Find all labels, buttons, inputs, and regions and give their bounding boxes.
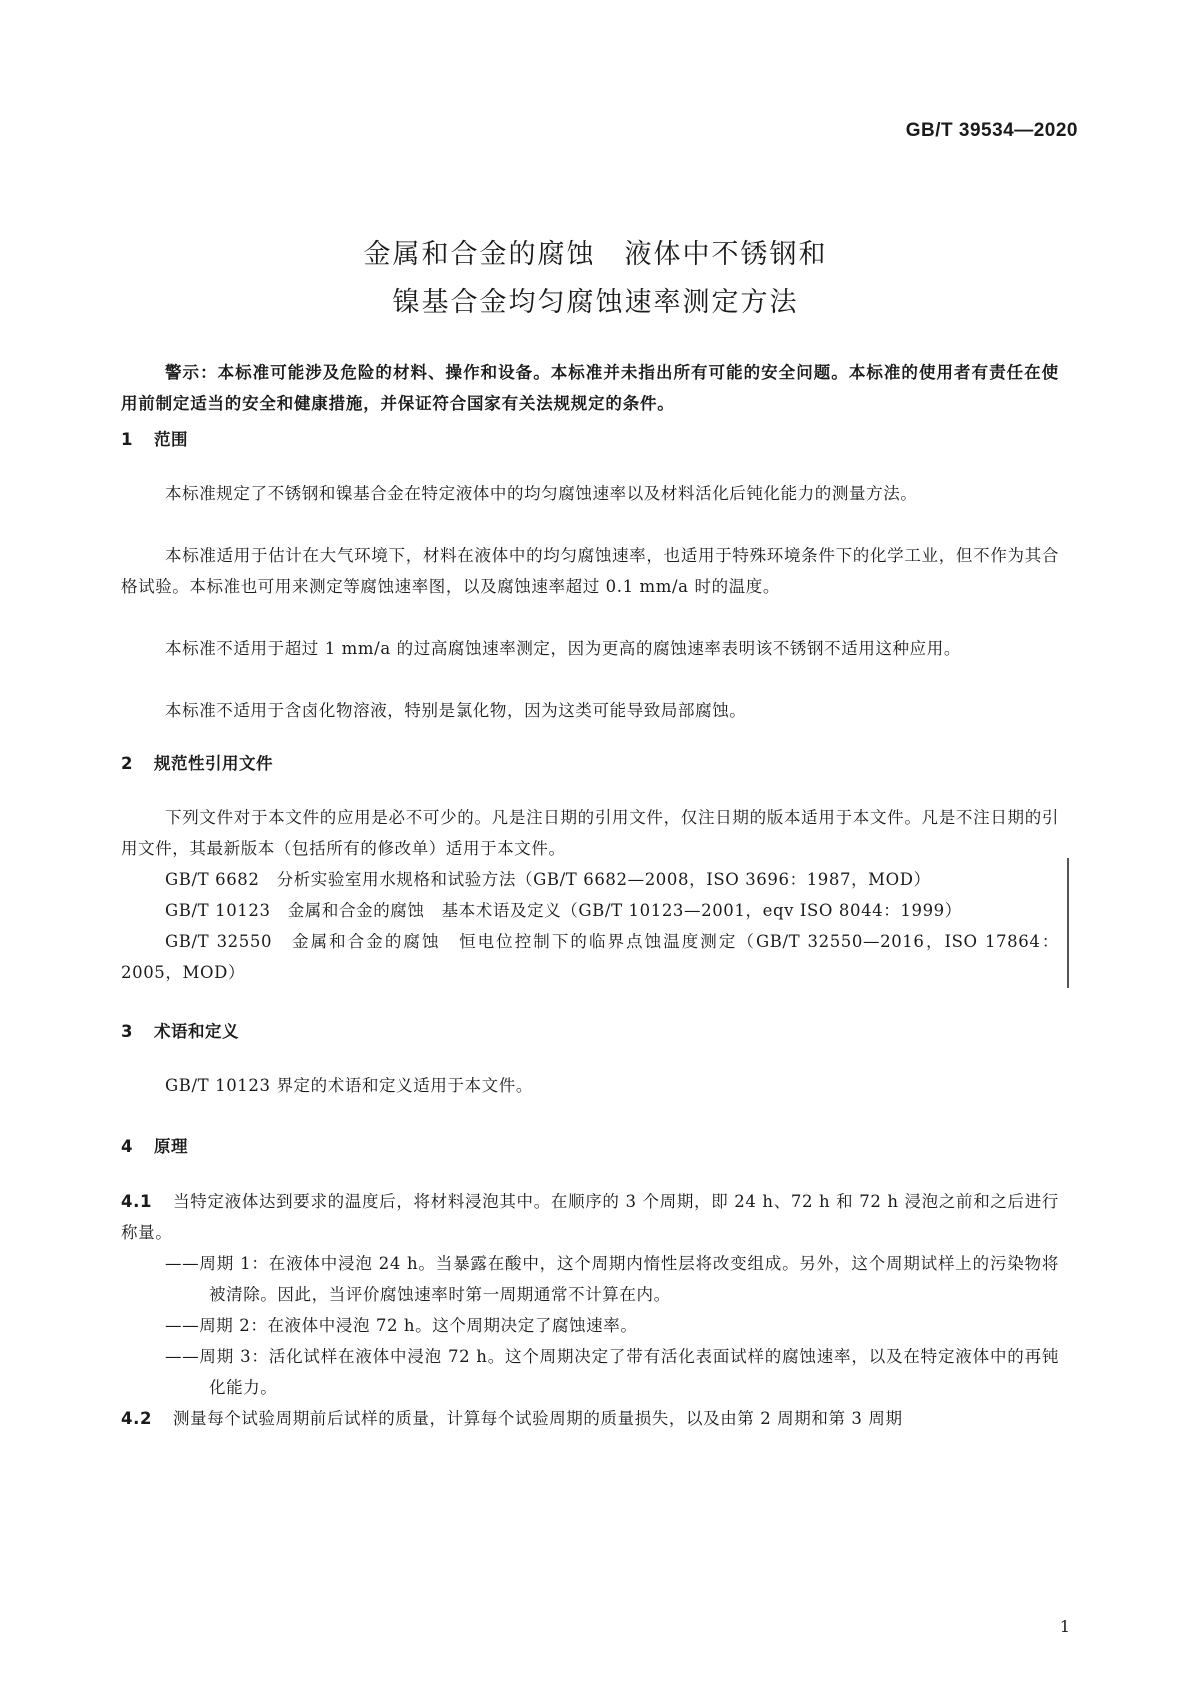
section-1-paragraph-2: 本标准适用于估计在大气环境下，材料在液体中的均匀腐蚀速率，也适用于特殊环境条件下的化学工业，但不作为其合格试验。本标准也可用来测定等腐蚀速率图，以及腐蚀速率超过 0.1 mm/a 时的温度。 [121,546,1059,596]
section-4-heading [121,1133,188,1157]
section-2-heading [121,750,273,774]
section-title: 原理 [154,1137,188,1156]
clause-number: 4.2 [121,1409,153,1428]
section-title: 规范性引用文件 [154,754,273,773]
dash-item-period-3: ——周期 3：活化试样在液体中浸泡 72 h。这个周期决定了带有活化表面试样的腐蚀速率，以及在特定液体中的再钝化能力。 [165,1347,1059,1397]
standard-number: GB/T 39534—2020 [905,120,1078,141]
section-title: 术语和定义 [154,1022,239,1041]
clause-text: 当特定液体达到要求的温度后，将材料浸泡其中。在顺序的 3 个周期，即 24 h、72 h 和 72 h 浸泡之前和之后进行称量。 [121,1192,1059,1242]
page-number: 1 [1059,1617,1070,1636]
section-title: 范围 [154,430,188,449]
reference-gbt-6682: GB/T 6682 分析实验室用水规格和试验方法（GB/T 6682—2008，ISO 3696：1987，MOD） [165,870,931,889]
margin-change-bar [1067,858,1069,988]
section-3-heading [121,1018,239,1042]
clause-4-2 [121,1403,1059,1434]
dash-item-period-2: ——周期 2：在液体中浸泡 72 h。这个周期决定了腐蚀速率。 [165,1316,638,1335]
section-1-paragraph-4: 本标准不适用于含卤化物溶液，特别是氯化物，因为这类可能导致局部腐蚀。 [165,701,747,720]
clause-4-1 [121,1186,1059,1248]
section-1-heading [121,426,188,450]
reference-gbt-32550: GB/T 32550 金属和合金的腐蚀 恒电位控制下的临界点蚀温度测定（GB/T 32550—2016，ISO 17864：2005，MOD） [121,932,1059,982]
section-1-paragraph-1: 本标准规定了不锈钢和镍基合金在特定液体中的均匀腐蚀速率以及材料活化后钝化能力的测量方法。 [165,484,918,503]
clause-text: 测量每个试验周期前后试样的质量，计算每个试验周期的质量损失，以及由第 2 周期和第 3 周期 [173,1409,903,1428]
document-title-line-1: 金属和合金的腐蚀 液体中不锈钢和 [363,239,828,270]
reference-gbt-10123: GB/T 10123 金属和合金的腐蚀 基本术语及定义（GB/T 10123—2001，eqv ISO 8044：1999） [165,901,962,920]
section-number: 4 [121,1137,133,1156]
section-2-paragraph-1: 下列文件对于本文件的应用是必不可少的。凡是注日期的引用文件，仅注日期的版本适用于本文件。凡是不注日期的引用文件，其最新版本（包括所有的修改单）适用于本文件。 [121,808,1059,858]
clause-number: 4.1 [121,1192,153,1211]
warning-notice: 警示：本标准可能涉及危险的材料、操作和设备。本标准并未指出所有可能的安全问题。本标准的使用者有责任在使用前制定适当的安全和健康措施，并保证符合国家有关法规规定的条件。 [121,363,1059,413]
section-3-paragraph-1: GB/T 10123 界定的术语和定义适用于本文件。 [165,1076,533,1095]
document-title-line-2: 镍基合金均匀腐蚀速率测定方法 [392,287,799,318]
dash-item-period-1: ——周期 1：在液体中浸泡 24 h。当暴露在酸中，这个周期内惰性层将改变组成。另外，这个周期试样上的污染物将被清除。因此，当评价腐蚀速率时第一周期通常不计算在内。 [165,1254,1059,1304]
section-number: 3 [121,1022,133,1041]
section-number: 2 [121,754,133,773]
section-1-paragraph-3: 本标准不适用于超过 1 mm/a 的过高腐蚀速率测定，因为更高的腐蚀速率表明该不锈钢不适用这种应用。 [165,639,961,658]
section-number: 1 [121,430,133,449]
